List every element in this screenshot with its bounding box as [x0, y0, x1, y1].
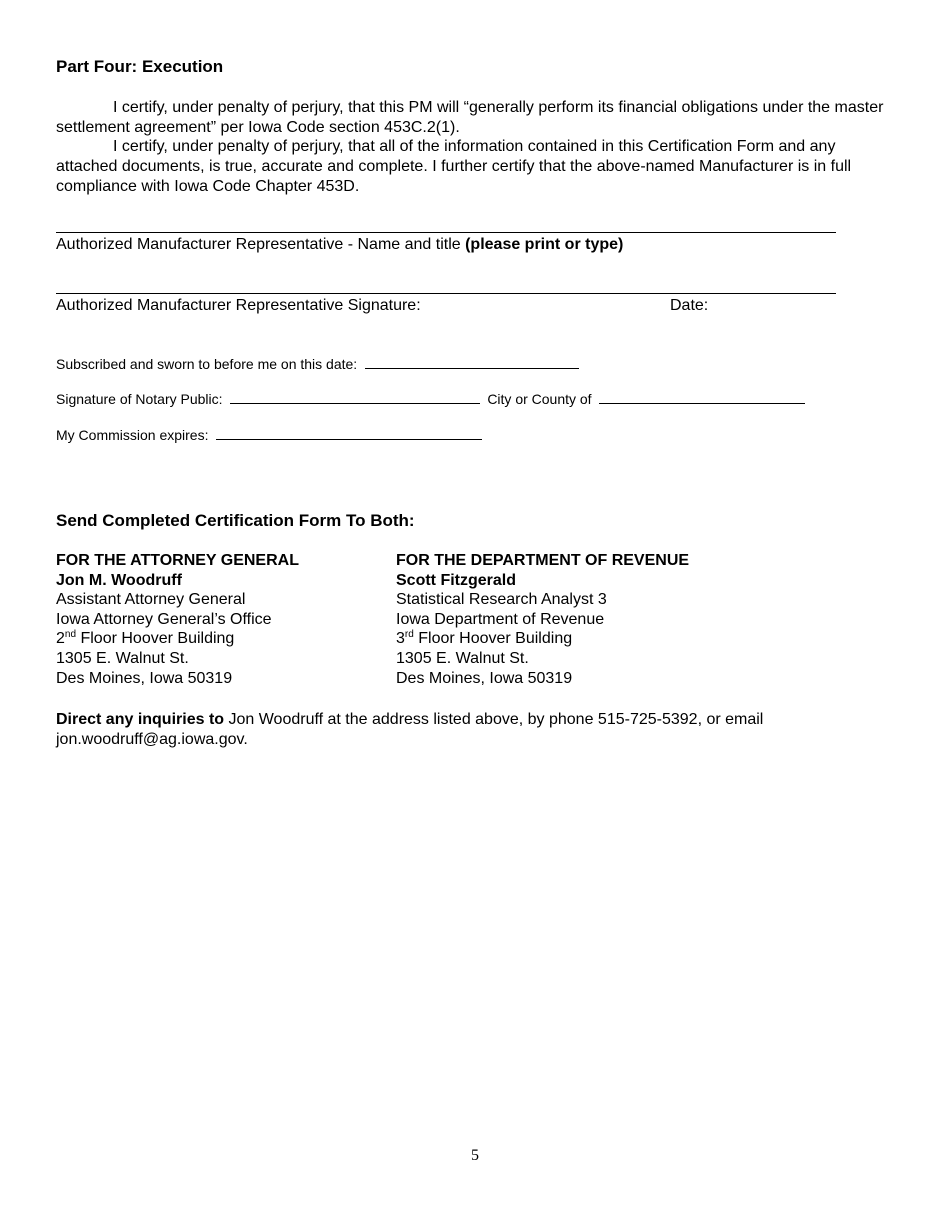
signature-line[interactable] — [56, 293, 836, 294]
notary-signature-row — [56, 390, 805, 407]
name-title-note: (please print or type) — [465, 236, 624, 253]
notary-signature-field[interactable] — [230, 390, 480, 404]
rev-office: Iowa Department of Revenue — [396, 610, 605, 628]
inquiries-text: Jon Woodruff at the address listed above, by phone 515-725-5392, or email jon.woodruff@ag.iowa.gov. — [56, 711, 764, 748]
notary-signature-label: Signature of Notary Public: — [56, 391, 223, 407]
ag-title: Assistant Attorney General — [56, 591, 246, 609]
ag-office: Iowa Attorney General’s Office — [56, 610, 272, 628]
ag-city: Des Moines, Iowa 50319 — [56, 669, 233, 687]
city-county-label: City or County of — [487, 391, 592, 407]
rev-name: Scott Fitzgerald — [396, 571, 517, 589]
ag-floor-rest: Floor Hoover Building — [76, 630, 235, 648]
ag-floor-num: 2 — [56, 630, 65, 648]
page-number: 5 — [471, 1147, 479, 1164]
section-title: Part Four: Execution — [56, 57, 224, 76]
rev-street: 1305 E. Walnut St. — [396, 649, 529, 667]
name-title-label-text: Authorized Manufacturer Representative - Name and title — [56, 236, 466, 253]
send-to-heading: Send Completed Certification Form To Both: — [56, 511, 415, 530]
ag-floor-sup: nd — [64, 629, 77, 641]
rev-title: Statistical Research Analyst 3 — [396, 591, 607, 609]
attorney-general-address — [56, 551, 299, 688]
inquiries-paragraph — [56, 710, 826, 750]
commission-label: My Commission expires: — [56, 427, 209, 443]
rev-floor-sup: rd — [404, 629, 414, 641]
city-county-field[interactable] — [599, 390, 805, 404]
commission-expires-field[interactable] — [216, 426, 482, 440]
subscribed-date-field[interactable] — [365, 355, 579, 369]
rev-floor — [396, 629, 689, 649]
ag-header: FOR THE ATTORNEY GENERAL — [56, 552, 299, 569]
commission-row — [56, 426, 482, 443]
name-title-label — [56, 236, 623, 254]
signature-label: Authorized Manufacturer Representative Signature: — [56, 297, 421, 314]
revenue-address — [396, 551, 689, 688]
inquiries-lead: Direct any inquiries to — [56, 711, 225, 728]
ag-name: Jon M. Woodruff — [56, 571, 182, 589]
name-title-line[interactable] — [56, 232, 836, 233]
ag-street: 1305 E. Walnut St. — [56, 649, 189, 667]
ag-floor — [56, 629, 299, 649]
rev-floor-rest: Floor Hoover Building — [413, 630, 573, 648]
certification-paragraph-1: I certify, under penalty of perjury, that this PM will “generally perform its financial obligations under the master settlement agreement” per Iowa Code section 453C.2(1). — [56, 99, 884, 136]
rev-floor-num: 3 — [396, 630, 405, 648]
subscribed-label: Subscribed and sworn to before me on this date: — [56, 356, 358, 372]
subscribed-row — [56, 355, 579, 372]
certification-paragraph-2: I certify, under penalty of perjury, that all of the information contained in this Certification Form and any attached documents, is true, accurate and complete. I further certify that the above-named Manufacturer is in full compliance with Iowa Code Chapter 453D. — [56, 138, 852, 195]
rev-city: Des Moines, Iowa 50319 — [396, 669, 573, 687]
rev-header: FOR THE DEPARTMENT OF REVENUE — [396, 552, 690, 569]
date-label: Date: — [670, 297, 709, 314]
